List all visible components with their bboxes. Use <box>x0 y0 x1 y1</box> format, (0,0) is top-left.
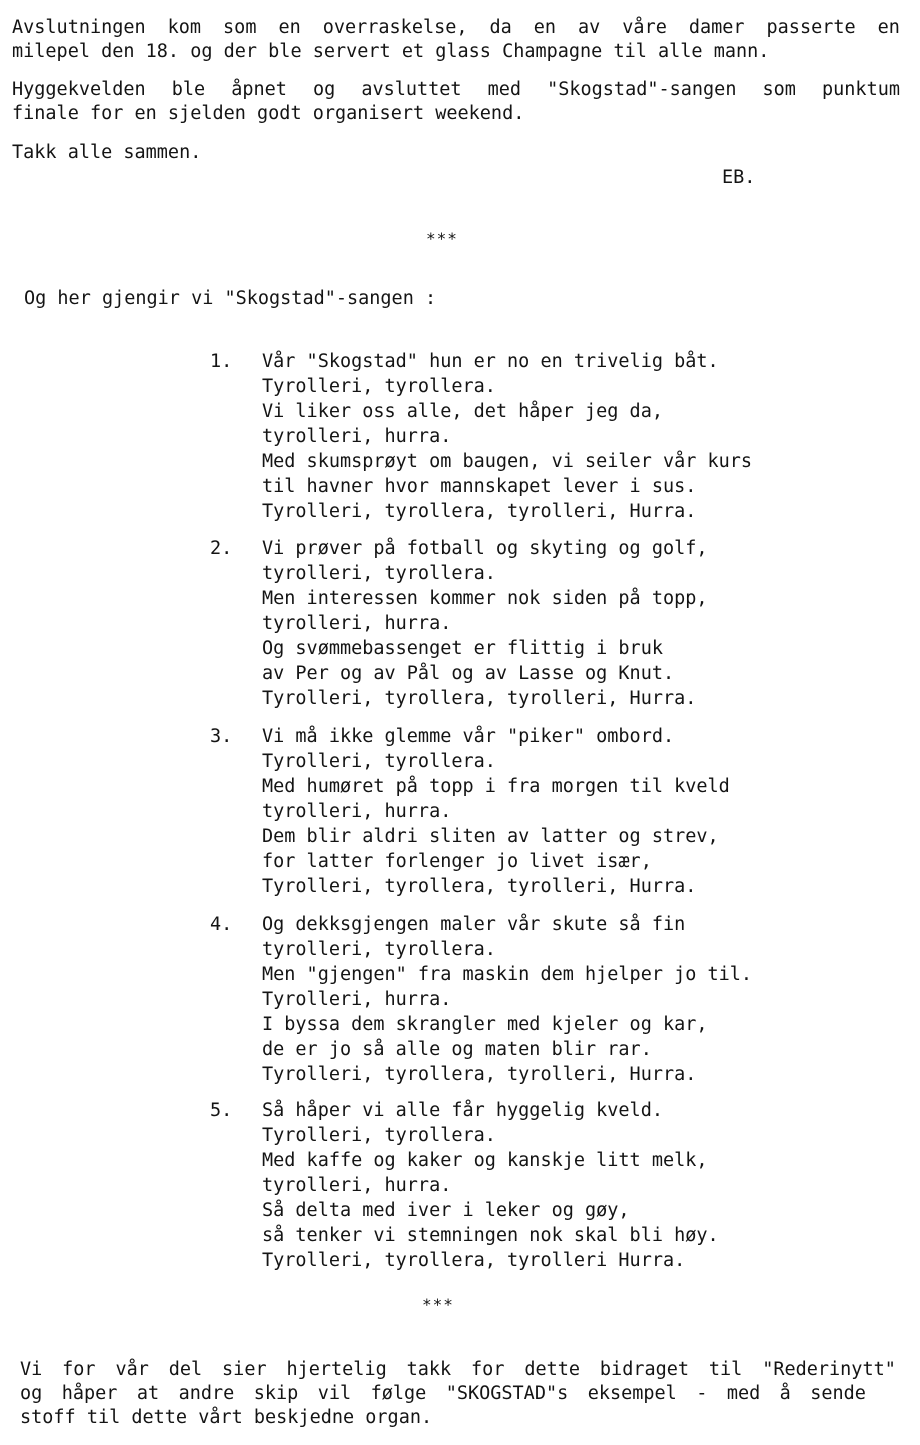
word: med <box>487 79 522 100</box>
word: som <box>223 17 257 38</box>
verse-line: Men "gjengen" fra maskin dem hjelper jo til. <box>262 964 753 985</box>
word: "Skogstad"-sangen <box>547 79 737 100</box>
verse-line: Tyrolleri, tyrollera, tyrolleri, Hurra. <box>262 1064 697 1085</box>
word: andre <box>178 1383 235 1404</box>
word: Vi <box>20 1359 43 1380</box>
paragraph-line: finale for en sjelden godt organisert weekend. <box>12 103 525 124</box>
verse-line: Vi må ikke glemme vår "piker" ombord. <box>262 726 675 747</box>
verse-line: Med kaffe og kaker og kanskje litt melk, <box>262 1150 708 1171</box>
report-paragraph-2 <box>12 78 900 126</box>
verse-number: 2. <box>210 538 233 559</box>
word: til <box>708 1359 743 1380</box>
verse-line: Så håper vi alle får hyggelig kveld. <box>262 1100 663 1121</box>
verse-line: Så delta med iver i leker og gøy, <box>262 1200 630 1221</box>
paragraph-line <box>20 1358 896 1382</box>
word: en <box>533 17 557 38</box>
verse-line: Og svømmebassenget er flittig i bruk <box>262 638 663 659</box>
verse-number: 3. <box>210 726 233 747</box>
word: skip <box>253 1383 299 1404</box>
word: vår <box>115 1359 149 1380</box>
word: for <box>62 1359 96 1380</box>
verse-line: Og dekksgjengen maler vår skute så fin <box>262 914 686 935</box>
signature: EB. <box>722 167 756 188</box>
word: Avslutningen <box>12 17 146 38</box>
closing-paragraph <box>20 1358 896 1430</box>
word: takk <box>406 1359 452 1380</box>
verse-number: 5. <box>210 1100 233 1121</box>
verse-line: Men interessen kommer nok siden på topp, <box>262 588 708 609</box>
verse-line: tyrolleri, tyrollera. <box>262 563 496 584</box>
word: vil <box>317 1383 352 1404</box>
verse-line: Dem blir aldri sliten av latter og strev, <box>262 826 719 847</box>
verse-line: Vi liker oss alle, det håper jeg da, <box>262 401 663 422</box>
word: sier <box>222 1359 267 1380</box>
verse-line: tyrolleri, hurra. <box>262 613 452 634</box>
verse-line: de er jo så alle og maten blir rar. <box>262 1039 652 1060</box>
word: å <box>779 1383 791 1404</box>
paragraph-line: stoff til dette vårt beskjedne organ. <box>20 1407 433 1428</box>
verse-line: Tyrolleri, hurra. <box>262 989 452 1010</box>
separator-stars: *** <box>422 1295 454 1314</box>
word: at <box>136 1383 160 1404</box>
word: som <box>762 79 796 100</box>
verse-line: tyrolleri, hurra. <box>262 801 452 822</box>
paragraph-line: milepel den 18. og der ble servert et glass Champagne til alle mann. <box>12 41 770 62</box>
word: våre <box>622 17 667 38</box>
verse-line: Med skumsprøyt om baugen, vi seiler vår kurs <box>262 451 753 472</box>
verse-line: Tyrolleri, tyrollera, tyrolleri, Hurra. <box>262 501 697 522</box>
word: sende <box>810 1383 866 1404</box>
verse-line: til havner hvor mannskapet lever i sus. <box>262 476 697 497</box>
word: overraskelse, <box>322 17 468 38</box>
word: og <box>20 1383 43 1404</box>
verse-line: Tyrolleri, tyrollera, tyrolleri, Hurra. <box>262 688 697 709</box>
verse-line: Tyrolleri, tyrollera. <box>262 751 496 772</box>
verse-line: tyrolleri, tyrollera. <box>262 939 496 960</box>
paragraph-line <box>12 78 900 102</box>
word: åpnet <box>231 79 287 100</box>
word: damer <box>688 17 745 38</box>
word: kom <box>167 17 202 38</box>
word: og <box>312 79 336 100</box>
word: "SKOGSTAD"s <box>445 1383 569 1404</box>
word: - <box>696 1383 708 1404</box>
verse-line: av Per og av Pål og av Lasse og Knut. <box>262 663 675 684</box>
verse-line: så tenker vi stemningen nok skal bli høy. <box>262 1225 719 1246</box>
word: håper <box>61 1383 118 1404</box>
word: dette <box>524 1359 581 1380</box>
verse-line: I byssa dem skrangler med kjeler og kar, <box>262 1014 708 1035</box>
report-paragraph-1 <box>12 16 900 64</box>
verse-line: Vår "Skogstad" hun er no en trivelig båt. <box>262 351 719 372</box>
word: hjertelig <box>286 1359 387 1380</box>
verse-number: 4. <box>210 914 233 935</box>
word: avsluttet <box>361 79 462 100</box>
verse-line: Vi prøver på fotball og skyting og golf, <box>262 538 708 559</box>
thanks-line: Takk alle sammen. <box>12 142 202 163</box>
word: del <box>168 1359 203 1380</box>
verse-line: for latter forlenger jo livet især, <box>262 851 652 872</box>
word: punktum <box>822 79 900 100</box>
word: med <box>726 1383 761 1404</box>
word: ble <box>171 79 206 100</box>
word: eksempel <box>587 1383 677 1404</box>
separator-stars: *** <box>426 229 458 248</box>
word: da <box>489 17 512 38</box>
paragraph-line <box>20 1382 896 1406</box>
word: en <box>877 17 900 38</box>
verse-number: 1. <box>210 351 233 372</box>
verse-line: Tyrolleri, tyrollera, tyrolleri Hurra. <box>262 1250 686 1271</box>
verse-line: Tyrolleri, tyrollera, tyrolleri, Hurra. <box>262 876 697 897</box>
word: bidraget <box>599 1359 690 1380</box>
paragraph-line <box>12 16 900 40</box>
verse-line: tyrolleri, hurra. <box>262 1175 452 1196</box>
verse-line: Med humøret på topp i fra morgen til kveld <box>262 776 730 797</box>
word: for <box>471 1359 505 1380</box>
verse-line: tyrolleri, hurra. <box>262 426 452 447</box>
word: følge <box>370 1383 427 1404</box>
word: passerte <box>766 17 856 38</box>
word: Hyggekvelden <box>12 79 146 100</box>
verse-line: Tyrolleri, tyrollera. <box>262 376 496 397</box>
word: av <box>578 17 601 38</box>
song-intro: Og her gjengir vi "Skogstad"-sangen : <box>24 288 437 309</box>
word: en <box>278 17 301 38</box>
word: "Rederinytt" <box>762 1359 896 1380</box>
verse-line: Tyrolleri, tyrollera. <box>262 1125 496 1146</box>
